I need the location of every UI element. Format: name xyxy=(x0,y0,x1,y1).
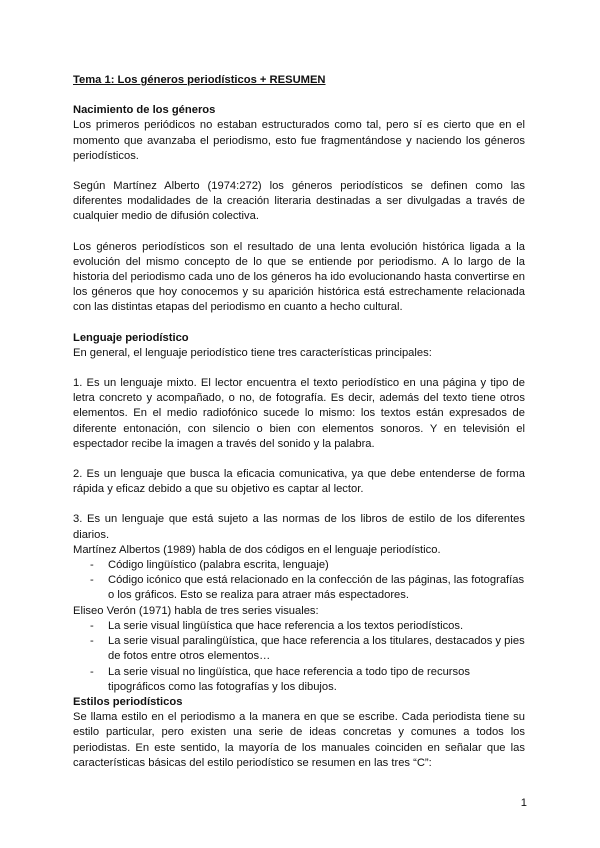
list-item: - Código lingüístico (palabra escrita, lenguaje) xyxy=(73,558,525,573)
paragraph: Según Martínez Alberto (1974:272) los géneros periodísticos se definen como las diferentes modalidades de la creación literaria destinadas a ser divulgadas a través de cualquier medio de difusión colectiva. xyxy=(73,180,525,223)
paragraph: Martínez Albertos (1989) habla de dos códigos en el lenguaje periodístico. xyxy=(73,543,441,556)
section-heading-lenguaje: Lenguaje periodístico xyxy=(73,331,189,344)
paragraph: 1. Es un lenguaje mixto. El lector encuentra el texto periodístico en una página y tipo de letra concreto y acompañado, o no, de fotografía. Es decir, además del texto tiene otros elementos. En el medio radiofónico sucede lo mismo: los textos están expresados de diferente entonación, con silencio o bien con elementos sonoros. Y en televisión el espectador recibe la imagen a través del sonido y la palabra. xyxy=(73,377,525,450)
list-item: - La serie visual no lingüística, que hace referencia a todo tipo de recursos tipográficos como las fotografías y los dibujos. xyxy=(73,665,525,695)
paragraph: Se llama estilo en el periodismo a la manera en que se escribe. Cada periodista tiene su estilo particular, pero existen una serie de ideas concretas y comunes a todos los periodistas. En este sentido, la mayoría de los manuales coinciden en señalar que las características básicas del estilo periodístico se resumen en las tres “C”: xyxy=(73,711,525,769)
paragraph: Los géneros periodísticos son el resultado de una lenta evolución histórica ligada a la evolución del mismo concepto de lo que se entiende por periodismo. A lo largo de la historia del periodismo cada uno de los géneros ha ido evolucionando hasta convertirse en los géneros que hoy conocemos y su aparición histórica está estrechamente relacionada con las distintas etapas del periodismo en cuanto a hecho cultural. xyxy=(73,240,525,314)
list-item: - La serie visual lingüística que hace referencia a los textos periodísticos. xyxy=(73,619,525,634)
section-heading-nacimiento: Nacimiento de los géneros xyxy=(73,104,216,117)
paragraph: Los primeros periódicos no estaban estructurados como tal, pero sí es cierto que en el momento que avanzaba el periodismo, esto fue fragmentándose y naciendo los géneros periodísticos. xyxy=(73,119,525,162)
series-list xyxy=(73,619,525,695)
document-title: Tema 1: Los géneros periodísticos + RESUMEN xyxy=(73,74,326,86)
page-number: 1 xyxy=(520,797,527,809)
section-heading-estilos: Estilos periodísticos xyxy=(73,695,183,708)
list-item: - La serie visual paralingüística, que hace referencia a los titulares, destacados y pies de fotos entre otros elementos… xyxy=(73,634,525,664)
paragraph: 2. Es un lenguaje que busca la eficacia comunicativa, ya que debe entenderse de forma rápida y eficaz debido a que su objetivo es captar al lector. xyxy=(73,468,525,496)
paragraph: En general, el lenguaje periodístico tiene tres características principales: xyxy=(73,346,432,359)
paragraph: 3. Es un lenguaje que está sujeto a las normas de los libros de estilo de los diferentes diarios. xyxy=(73,513,525,541)
list-item: - Código icónico que está relacionado en la confección de las páginas, las fotografías o los gráficos. Esto se realiza para atraer más espectadores. xyxy=(73,573,525,603)
page-content xyxy=(73,73,525,771)
codigos-list xyxy=(73,558,525,604)
paragraph: Eliseo Verón (1971) habla de tres series visuales: xyxy=(73,604,319,617)
